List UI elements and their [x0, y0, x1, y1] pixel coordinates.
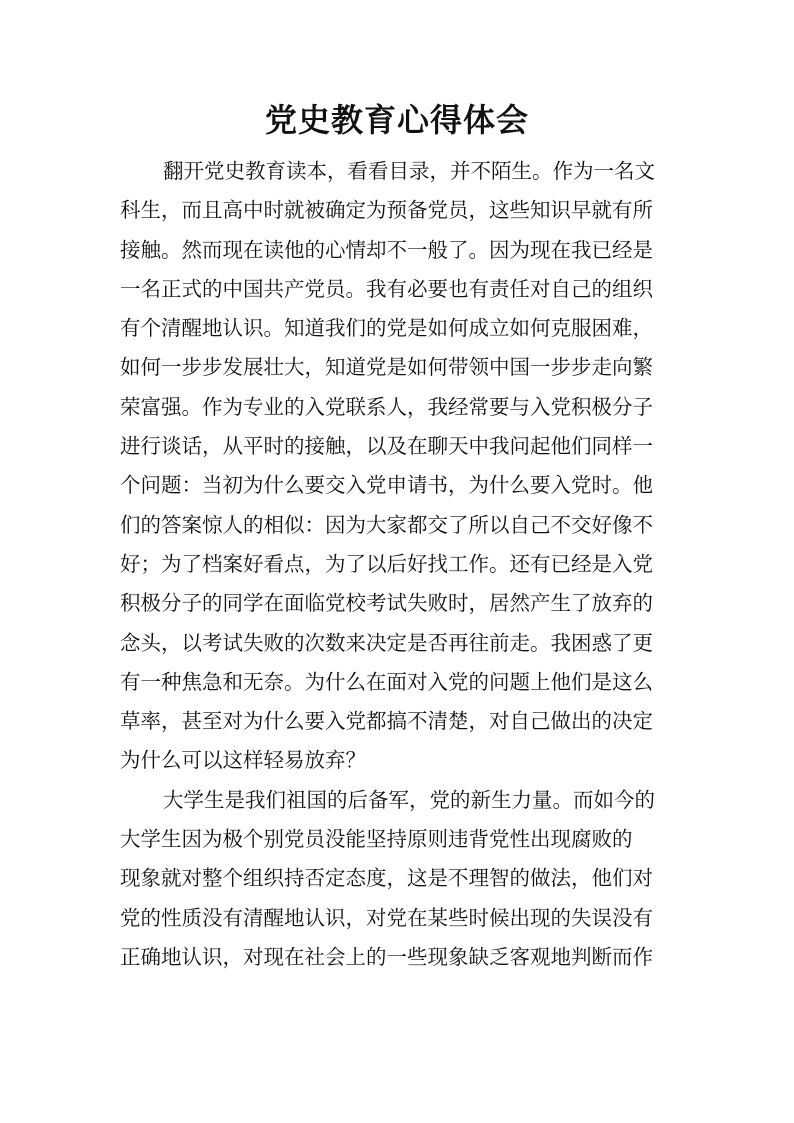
text-line: 荣富强。作为专业的入党联系人，我经常要与入党积极分子	[120, 394, 653, 419]
text-line: 大学生因为极个别党员没能坚持原则违背党性出现腐败的	[120, 827, 633, 852]
text-line: 现象就对整个组织持否定态度，这是不理智的做法，他们对	[120, 866, 653, 891]
document-body	[120, 152, 686, 977]
text-line: 个问题：当初为什么要交入党申请书，为什么要入党时。他	[120, 473, 653, 498]
text-line: 一名正式的中国共产党员。我有必要也有责任对自己的组织	[120, 276, 653, 301]
text-line: 有个清醒地认识。知道我们的党是如何成立如何克服困难，	[120, 316, 653, 341]
text-line: 好；为了档案好看点，为了以后好找工作。还有已经是入党	[120, 551, 653, 576]
document-title: 党史教育心得体会	[264, 101, 529, 139]
text-line: 大学生是我们祖国的后备军，党的新生力量。而如今的	[163, 787, 655, 812]
text-line: 接触。然而现在读他的心情却不一般了。因为现在我已经是	[120, 237, 653, 262]
text-line: 为什么可以这样轻易放弃？	[120, 748, 366, 773]
text-line: 进行谈话，从平时的接触，以及在聊天中我问起他们同样一	[120, 434, 653, 459]
text-line: 正确地认识，对现在社会上的一些现象缺乏客观地判断而作	[120, 944, 653, 969]
text-line: 念头，以考试失败的次数来决定是否再往前走。我困惑了更	[120, 630, 653, 655]
text-line: 们的答案惊人的相似：因为大家都交了所以自己不交好像不	[120, 512, 653, 537]
text-line: 草率，甚至对为什么要入党都搞不清楚，对自己做出的决定	[120, 709, 653, 734]
text-line: 党的性质没有清醒地认识，对党在某些时候出现的失误没有	[120, 905, 653, 930]
text-line: 如何一步步发展壮大，知道党是如何带领中国一步步走向繁	[120, 355, 653, 380]
text-line: 翻开党史教育读本，看看目录，并不陌生。作为一名文	[163, 159, 655, 183]
text-line: 科生，而且高中时就被确定为预备党员，这些知识早就有所	[120, 198, 653, 223]
text-line: 积极分子的同学在面临党校考试失败时，居然产生了放弃的	[120, 591, 653, 616]
text-line: 有一种焦急和无奈。为什么在面对入党的问题上他们是这么	[120, 669, 653, 694]
